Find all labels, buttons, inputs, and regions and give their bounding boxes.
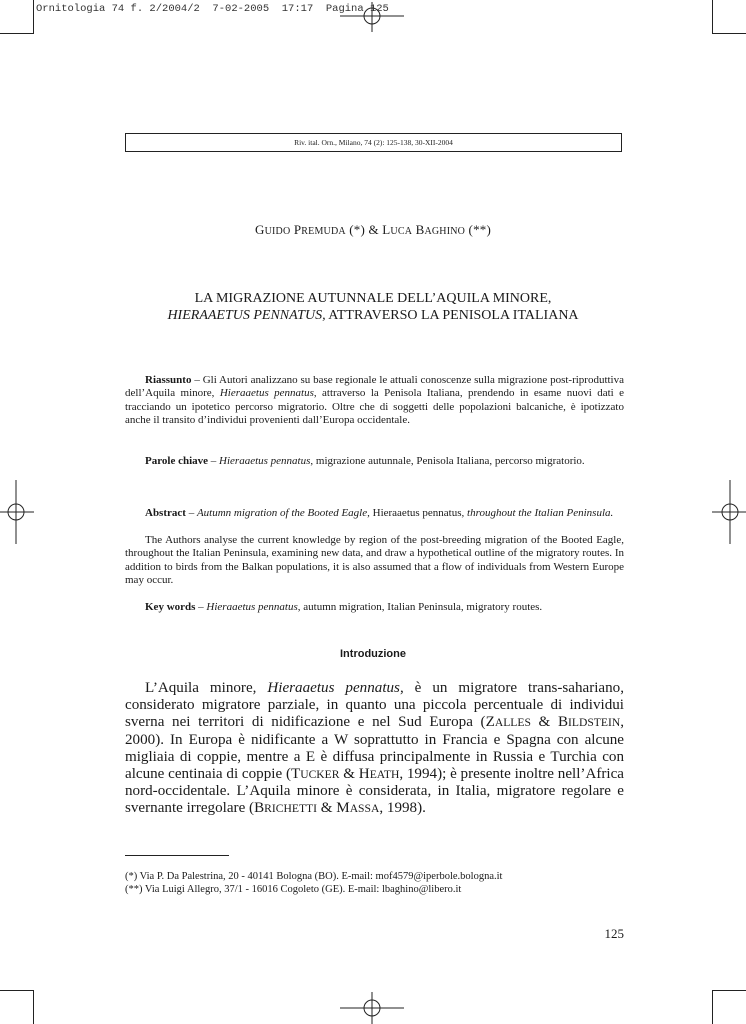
intro-text-6: , 1994); è presente inoltre nell’Africa nord-occidentale. L’Aquila minore è considerata, in Italia, migratore regolare e svernante irregolare ( <box>125 766 624 817</box>
author1-note-marker: (*) <box>349 222 366 237</box>
abstract-heading-paragraph <box>125 507 624 520</box>
parole-chiave-paragraph <box>125 455 624 468</box>
abstract-dash: – <box>185 507 197 519</box>
print-slug: Ornitologia 74 f. 2/2004/2 7-02-2005 17:17 Pagina 125 <box>36 3 389 15</box>
page-number: 125 <box>604 926 624 941</box>
abstract-species: Hieraaetus pennatus <box>369 507 462 519</box>
author-ampersand: & <box>368 222 379 237</box>
cite-brichetti-rest: RICHETTI <box>264 802 317 816</box>
author1-first-rest: UIDO <box>264 226 291 237</box>
registration-target-right <box>712 480 746 544</box>
intro-text-1: L’Aquila minore, <box>145 680 268 696</box>
abstract-body: The Authors analyse the current knowledge by region of the post-breeding migration of the Booted Eagle, throughout the Italian Peninsula, examining new data, and draw a hypothetical outline of the migratory routes. In addition to birds from the Balkan populations, it is also assumed that a flow of individuals from Western Europe may occur. <box>125 534 624 586</box>
section-title-introduzione: Introduzione <box>340 648 406 660</box>
paper-title <box>0 290 746 324</box>
cite-massa-cap: M <box>336 800 350 817</box>
title-line-2: ATTRAVERSO LA PENISOLA ITALIANA <box>325 308 579 323</box>
cite-heath-cap: H <box>358 766 370 783</box>
abstract-title-2: , throughout the Italian Peninsula. <box>461 507 614 519</box>
abstract-label: Abstract <box>145 507 186 519</box>
registration-target-left <box>0 480 34 544</box>
intro-text-2: , è un migratore trans-sahariano, considerato migratore parziale, in quanto una piccola percentuale di individui sverna nei territori di nidificazione e nel Sud Europa ( <box>125 680 624 731</box>
author2-first-initial: L <box>382 222 391 237</box>
parole-chiave-species: Hieraaetus pennatus <box>219 455 311 467</box>
journal-reference-box <box>125 133 622 152</box>
intro-text-8: , 1998). <box>379 800 426 817</box>
riassunto-label: Riassunto <box>145 374 192 386</box>
registration-target-bottom <box>340 992 404 1024</box>
author2-last-rest: AGHINO <box>424 226 466 237</box>
intro-species: Hieraaetus pennatus <box>267 680 400 696</box>
riassunto-text-1: – Gli Autori analizzano su base regionale le attuali conoscenze sulla migrazione post-riproduttiva dell’Aquila minore, <box>125 374 624 400</box>
footnotes <box>125 870 624 896</box>
intro-text-4: , 2000). In Europa è nidificante a W soprattutto in Francia e Spagna con alcune migliaia di coppie, mentre a E è diffusa principalmente in Russia e Turchia con alcune centinaia di coppie ( <box>125 714 624 783</box>
author1-first-initial: G <box>254 222 265 237</box>
title-species-name: HIERAAETUS PENNATUS, <box>167 308 326 323</box>
cite-zalles-cap: Z <box>485 714 495 731</box>
footnote-rule <box>125 855 229 856</box>
cite-bildstein-rest: ILDSTEIN <box>568 716 621 730</box>
parole-chiave-label: Parole chiave <box>145 455 209 467</box>
riassunto-species: Hieraaetus pennatus <box>219 387 314 400</box>
intro-text-7: & <box>316 800 337 817</box>
footnote-2: (**) Via Luigi Allegro, 37/1 - 16016 Cogoleto (GE). E-mail: lbaghino@libero.it <box>125 884 462 895</box>
author1-last-initial: P <box>293 222 302 237</box>
key-words-paragraph <box>125 601 624 614</box>
cite-massa-rest: ASSA <box>349 802 380 816</box>
riassunto-paragraph <box>125 374 624 427</box>
author2-last-initial: B <box>415 222 425 237</box>
introduction-paragraph <box>125 680 624 818</box>
cite-zalles-rest: ALLES <box>494 716 531 730</box>
author-line <box>0 222 746 238</box>
intro-text-3: & <box>530 714 558 731</box>
intro-text-5: & <box>339 766 359 783</box>
title-line-1: LA MIGRAZIONE AUTUNNALE DELL’AQUILA MINORE, <box>194 291 552 306</box>
abstract-title-1: Autumn migration of the Booted Eagle, <box>196 507 370 519</box>
riassunto-text-2: , attraverso la Penisola Italiana, prendendo in esame nuovi dati e tracciando un ipotetico percorso migratorio. Oltre che di soggetti delle popolazioni balcaniche, è ipotizzato anche il transito d’individui provenienti dall’Europa occidentale. <box>125 387 624 426</box>
key-words-label: Key words <box>145 601 196 613</box>
key-words-species: Hieraaetus pennatus <box>206 601 298 613</box>
cite-tucker-cap: T <box>290 766 301 783</box>
cite-heath-rest: EATH <box>369 768 400 782</box>
parole-chiave-dash: – <box>208 455 220 467</box>
author2-first-rest: UCA <box>390 226 413 237</box>
journal-reference: Riv. ital. Orn., Milano, 74 (2): 125-138, 30-XII-2004 <box>294 138 453 147</box>
cite-brichetti-cap: B <box>254 800 265 817</box>
footnote-1: (*) Via P. Da Palestrina, 20 - 40141 Bologna (BO). E-mail: mof4579@iperbole.bologna.it <box>125 871 503 882</box>
key-words-text: , autumn migration, Italian Peninsula, migratory routes. <box>297 601 543 613</box>
author2-note-marker: (**) <box>468 222 492 237</box>
key-words-dash: – <box>195 601 207 613</box>
author1-last-rest: REMUDA <box>301 226 346 237</box>
cite-bildstein-cap: B <box>557 714 569 731</box>
cite-tucker-rest: UCKER <box>300 768 340 782</box>
parole-chiave-text: , migrazione autunnale, Penisola Italiana, percorso migratorio. <box>310 455 585 467</box>
